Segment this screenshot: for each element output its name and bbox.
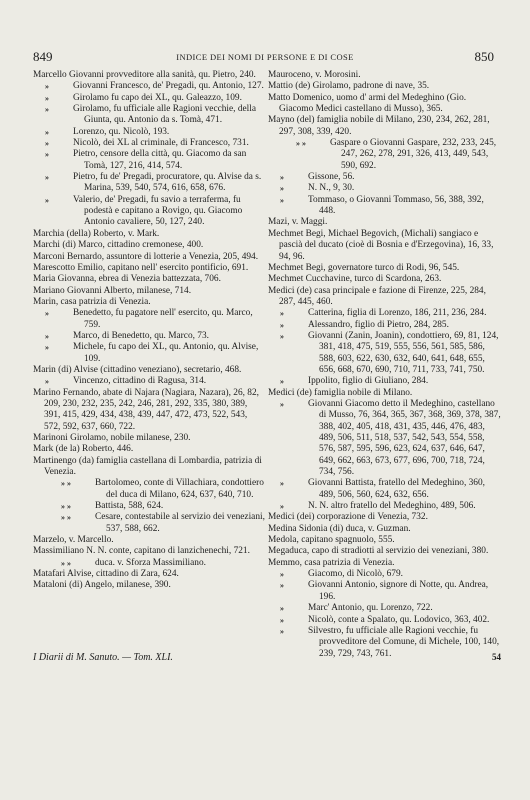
ditto-mark: » (45, 377, 49, 387)
ditto-mark: » (280, 173, 284, 183)
entry-text: Michele, fu capo dei XL, qu. Antonio, qu. Alvise, 109. (73, 342, 259, 364)
entry-text: Vincenzo, cittadino di Ragusa, 314. (73, 376, 207, 387)
entry-text: Benedetto, fu pagatore nell' esercito, qu. Marco, 759. (73, 308, 253, 330)
ditto-mark: » (280, 331, 284, 341)
index-entry (268, 569, 502, 580)
signature-number: 54 (492, 652, 501, 662)
entry-text: Marco, di Benedetto, qu. Marco, 73. (73, 330, 209, 341)
ditto-mark: » (45, 150, 49, 160)
entry-text: Girolamo fu capo dei XL, qu. Galeazzo, 109. (73, 92, 242, 103)
index-entry: Marin (di) Alvise (cittadino veneziano), secretario, 468. (33, 364, 242, 375)
index-entry: Marconi Bernardo, assuntore di lotterie a Venezia, 205, 494. (33, 251, 259, 262)
left-column (33, 70, 265, 592)
index-entry (268, 376, 502, 387)
ditto-mark: » (280, 309, 284, 319)
index-entry (33, 342, 265, 365)
entry-text: Silvestro, fu ufficiale alle Ragioni vecchie, fu provveditore del Comune, di Michele, 100, 140, 239, 729, 743, 761. (308, 625, 500, 659)
entry-text: Battista, 588, 624. (95, 501, 164, 512)
index-entry: Mechmet Begi, governatore turco di Rodi, 96, 545. (268, 262, 460, 273)
index-entry (33, 93, 265, 104)
entry-text: N. N. altro fratello del Medeghino, 489, 506. (308, 501, 476, 512)
entry-text: Cesare, contestabile al servizio dei veneziani, 537, 588, 662. (95, 512, 265, 534)
ditto-mark: » (280, 195, 284, 205)
index-entry (268, 183, 502, 194)
index-entry: Marescotto Emilio, capitano nell' esercito pontificio, 691. (33, 262, 249, 273)
ditto-mark: » (45, 93, 49, 103)
running-header (30, 49, 500, 65)
entry-text: Pietro, censore della città, qu. Giacomo da san Tomà, 127, 216, 414, 574. (73, 149, 247, 171)
ditto-mark: » (280, 604, 284, 614)
ditto-mark: » (45, 139, 49, 149)
ditto-mark: » » (61, 502, 71, 512)
entry-text: Nicolò, dei XL al criminale, di Francesco, 731. (73, 138, 249, 149)
index-entry (33, 558, 265, 569)
entry-text: Lorenzo, qu. Nicolò, 193. (73, 126, 170, 137)
footer (33, 652, 501, 666)
entry-text: Alessandro, figlio di Pietro, 284, 285. (308, 319, 449, 330)
ditto-mark: » (280, 399, 284, 409)
ditto-mark: » (45, 343, 49, 353)
ditto-mark: » » (61, 558, 71, 568)
index-entry: Mataloni (di) Angelo, milanese, 390. (33, 580, 171, 591)
index-entry (33, 501, 265, 512)
index-entry (33, 376, 265, 387)
index-entry (268, 580, 502, 603)
index-entry: Matafari Alvise, cittadino di Zara, 624. (33, 569, 179, 580)
index-entry (268, 501, 502, 512)
ditto-mark: » (45, 127, 49, 137)
index-entry (33, 331, 265, 342)
index-entry: Marino Fernando, abate di Najara (Nagiara, Nazara), 26, 82, 209, 230, 232, 235, 242, 246, 281, 292, 335, 380, 389, 391, 415, 429, 434, 438, 439, 447, 472, 473, 522, 543, 572, 592, 637, 660, 722. (33, 387, 259, 432)
entry-text: Girolamo, fu ufficiale alle Ragioni vecchie, della Giunta, qu. Antonio da s. Tomà, 471. (73, 104, 256, 126)
index-entry: Medina Sidonia (di) duca, v. Guzman. (268, 523, 411, 534)
index-entry (33, 172, 265, 195)
index-entry: Mechmet Begi, Michael Begovich, (Michali) sangiaco e pascià del ducato (cioè di Bosnia e d'Erzegovina), 16, 33, 94, 96. (268, 228, 494, 262)
entry-text: Valerio, de' Pregadi, fu savio a terraferma, fu podestà e capitano a Rovigo, qu. Giacomo Antonio cavaliere, 50, 127, 240. (73, 194, 243, 228)
ditto-mark: » (45, 173, 49, 183)
entry-text: Ippolito, figlio di Giuliano, 284. (308, 376, 429, 387)
index-entry: Mattio (de) Girolamo, padrone di nave, 35. (268, 81, 430, 92)
index-entry: Megaduca, capo di stradiotti al servizio dei veneziani, 380. (268, 546, 489, 557)
index-entry: Marzelo, v. Marcello. (33, 535, 114, 546)
ditto-mark: » (45, 82, 49, 92)
index-entry: Mauroceno, v. Morosini. (268, 70, 361, 80)
index-entry (268, 172, 502, 183)
index-entry (268, 615, 502, 626)
index-entry: Marinoni Girolamo, nobile milanese, 230. (33, 433, 191, 443)
index-entry: Marchi (di) Marco, cittadino cremonese, 400. (33, 240, 204, 251)
index-entry (268, 399, 502, 478)
ditto-mark: » (280, 626, 284, 636)
ditto-mark: » (45, 309, 49, 319)
index-entry: Memmo, casa patrizia di Venezia. (268, 557, 395, 568)
index-entry: Marin, casa patrizia di Venezia. (33, 296, 151, 307)
ditto-mark: » (280, 502, 284, 512)
entry-text: Bartolomeo, conte di Villachiara, condottiero del duca di Milano, 624, 637, 640, 710. (95, 478, 264, 500)
index-entry (33, 478, 265, 501)
entry-text: Giovanni Battista, fratello del Medeghino, 360, 489, 506, 560, 624, 632, 656. (308, 478, 485, 500)
entry-text: Giovanni (Zanin, Joanin), condottiero, 69, 81, 124, 381, 418, 475, 519, 555, 556, 561, 585, 586, 588, 603, 622, 630, 632, 640, 641, 648, 655, 656, 668, 670, 690, 710, 711, 733, 741, 750. (308, 330, 499, 375)
index-entry: Mechmet Cucchavine, turco di Scardona, 263. (268, 274, 442, 285)
ditto-mark: » (45, 331, 49, 341)
ditto-mark: » (280, 570, 284, 580)
ditto-mark: » » (61, 513, 71, 523)
entry-text: Gissone, 56. (308, 172, 355, 183)
index-entry: Medola, capitano spagnuolo, 555. (268, 535, 395, 546)
index-entry (268, 138, 502, 172)
entry-text: Giacomo, di Nicolò, 679. (308, 569, 403, 580)
entry-text: Nicolò, conte a Spalato, qu. Lodovico, 363, 402. (308, 614, 490, 625)
index-entry: Mariano Giovanni Alberto, milanese, 714. (33, 285, 192, 296)
index-entry: Medici (de) casa principale e fazione di Firenze, 225, 284, 287, 445, 460. (268, 285, 486, 307)
entry-text: Giovanni Antonio, signore di Notte, qu. Andrea, 196. (308, 580, 489, 602)
index-entry (268, 320, 502, 331)
ditto-mark: » (45, 195, 49, 205)
ditto-mark: » (45, 105, 49, 115)
ditto-mark: » (280, 581, 284, 591)
ditto-mark: » (280, 615, 284, 625)
ditto-mark: » (280, 320, 284, 330)
entry-text: Gaspare o Giovanni Gaspare, 232, 233, 245, 247, 262, 278, 291, 326, 413, 449, 543, 590, 692. (330, 138, 497, 171)
index-entry (33, 127, 265, 138)
ditto-mark: » (280, 377, 284, 387)
entry-text: Pietro, fu de' Pregadi, procuratore, qu. Alvise da s. Marina, 539, 540, 574, 616, 658, 676. (73, 172, 262, 194)
index-entry (33, 149, 265, 172)
index-entry (268, 331, 502, 376)
index-entry (268, 195, 502, 218)
index-entry (33, 104, 265, 127)
ditto-mark: » (280, 479, 284, 489)
footer-title: I Diarii di M. Sanuto. — Tom. XLI. (33, 652, 173, 663)
index-entry: Massimiliano N. N. conte, capitano di lanzichenechi, 721. (33, 546, 250, 557)
index-entry: Medici (de) famiglia nobile di Milano. (268, 387, 413, 398)
right-column (268, 70, 502, 660)
page-number-right: 850 (474, 49, 494, 64)
entry-text: duca. v. Sforza Massimiliano. (95, 557, 206, 568)
index-entry: Mayno (del) famiglia nobile di Milano, 230, 234, 262, 281, 297, 308, 339, 420. (268, 115, 490, 137)
header-title: INDICE DEI NOMI DI PERSONE E DI COSE (176, 52, 354, 62)
ditto-mark: » » (296, 139, 306, 149)
index-entry: Maria Giovanna, ebrea di Venezia battezzata, 706. (33, 274, 221, 285)
index-entry: Matto Domenico, uomo d' armi del Medeghino (Gio. Giacomo Medici castellano di Musso), 365. (268, 92, 467, 115)
entry-text: Tommaso, o Giovanni Tommaso, 56, 388, 392, 448. (308, 194, 484, 217)
index-entry (33, 512, 265, 535)
ditto-mark: » (280, 184, 284, 194)
page-number-left: 849 (33, 49, 53, 64)
index-entry: Marchia (della) Roberto, v. Mark. (33, 228, 160, 239)
entry-text: Giovanni Francesco, de' Pregadi, qu. Antonio, 127. (73, 81, 264, 92)
index-entry: Medici (dei) corporazione di Venezia, 732. (268, 512, 428, 523)
index-entry (33, 81, 265, 92)
index-entry (33, 308, 265, 331)
entry-text: Marc' Antonio, qu. Lorenzo, 722. (308, 603, 433, 614)
index-entry (268, 308, 502, 319)
index-entry: Marcello Giovanni provveditore alla sanità, qu. Pietro, 240. (33, 70, 256, 80)
index-entry: Mazi, v. Maggi. (268, 217, 328, 228)
entry-text: Giovanni Giacomo detto il Medeghino, castellano di Musso, 76, 364, 365, 367, 368, 369, 378, 387, 388, 402, 405, 418, 431, 435, 446, 476, 483, 489, 506, 511, 518, 537, 542, 543, 554, 558, 576, 587, 595, 596, 623, 624, 637, 646, 647, 649, 662, 663, 673, 677, 696, 700, 718, 724, 734, 756. (308, 398, 501, 478)
index-entry: Martinengo (da) famiglia castellana di Lombardia, patrizia di Venezia. (33, 455, 262, 478)
ditto-mark: » » (61, 479, 71, 489)
index-entry (33, 195, 265, 229)
index-entry (268, 603, 502, 614)
index-entry (33, 138, 265, 149)
index-entry: Mark (de la) Roberto, 446. (33, 444, 134, 455)
index-entry (268, 478, 502, 501)
entry-text: N. N., 9, 30. (308, 183, 355, 194)
entry-text: Catterina, figlia di Lorenzo, 186, 211, 236, 284. (308, 308, 487, 319)
